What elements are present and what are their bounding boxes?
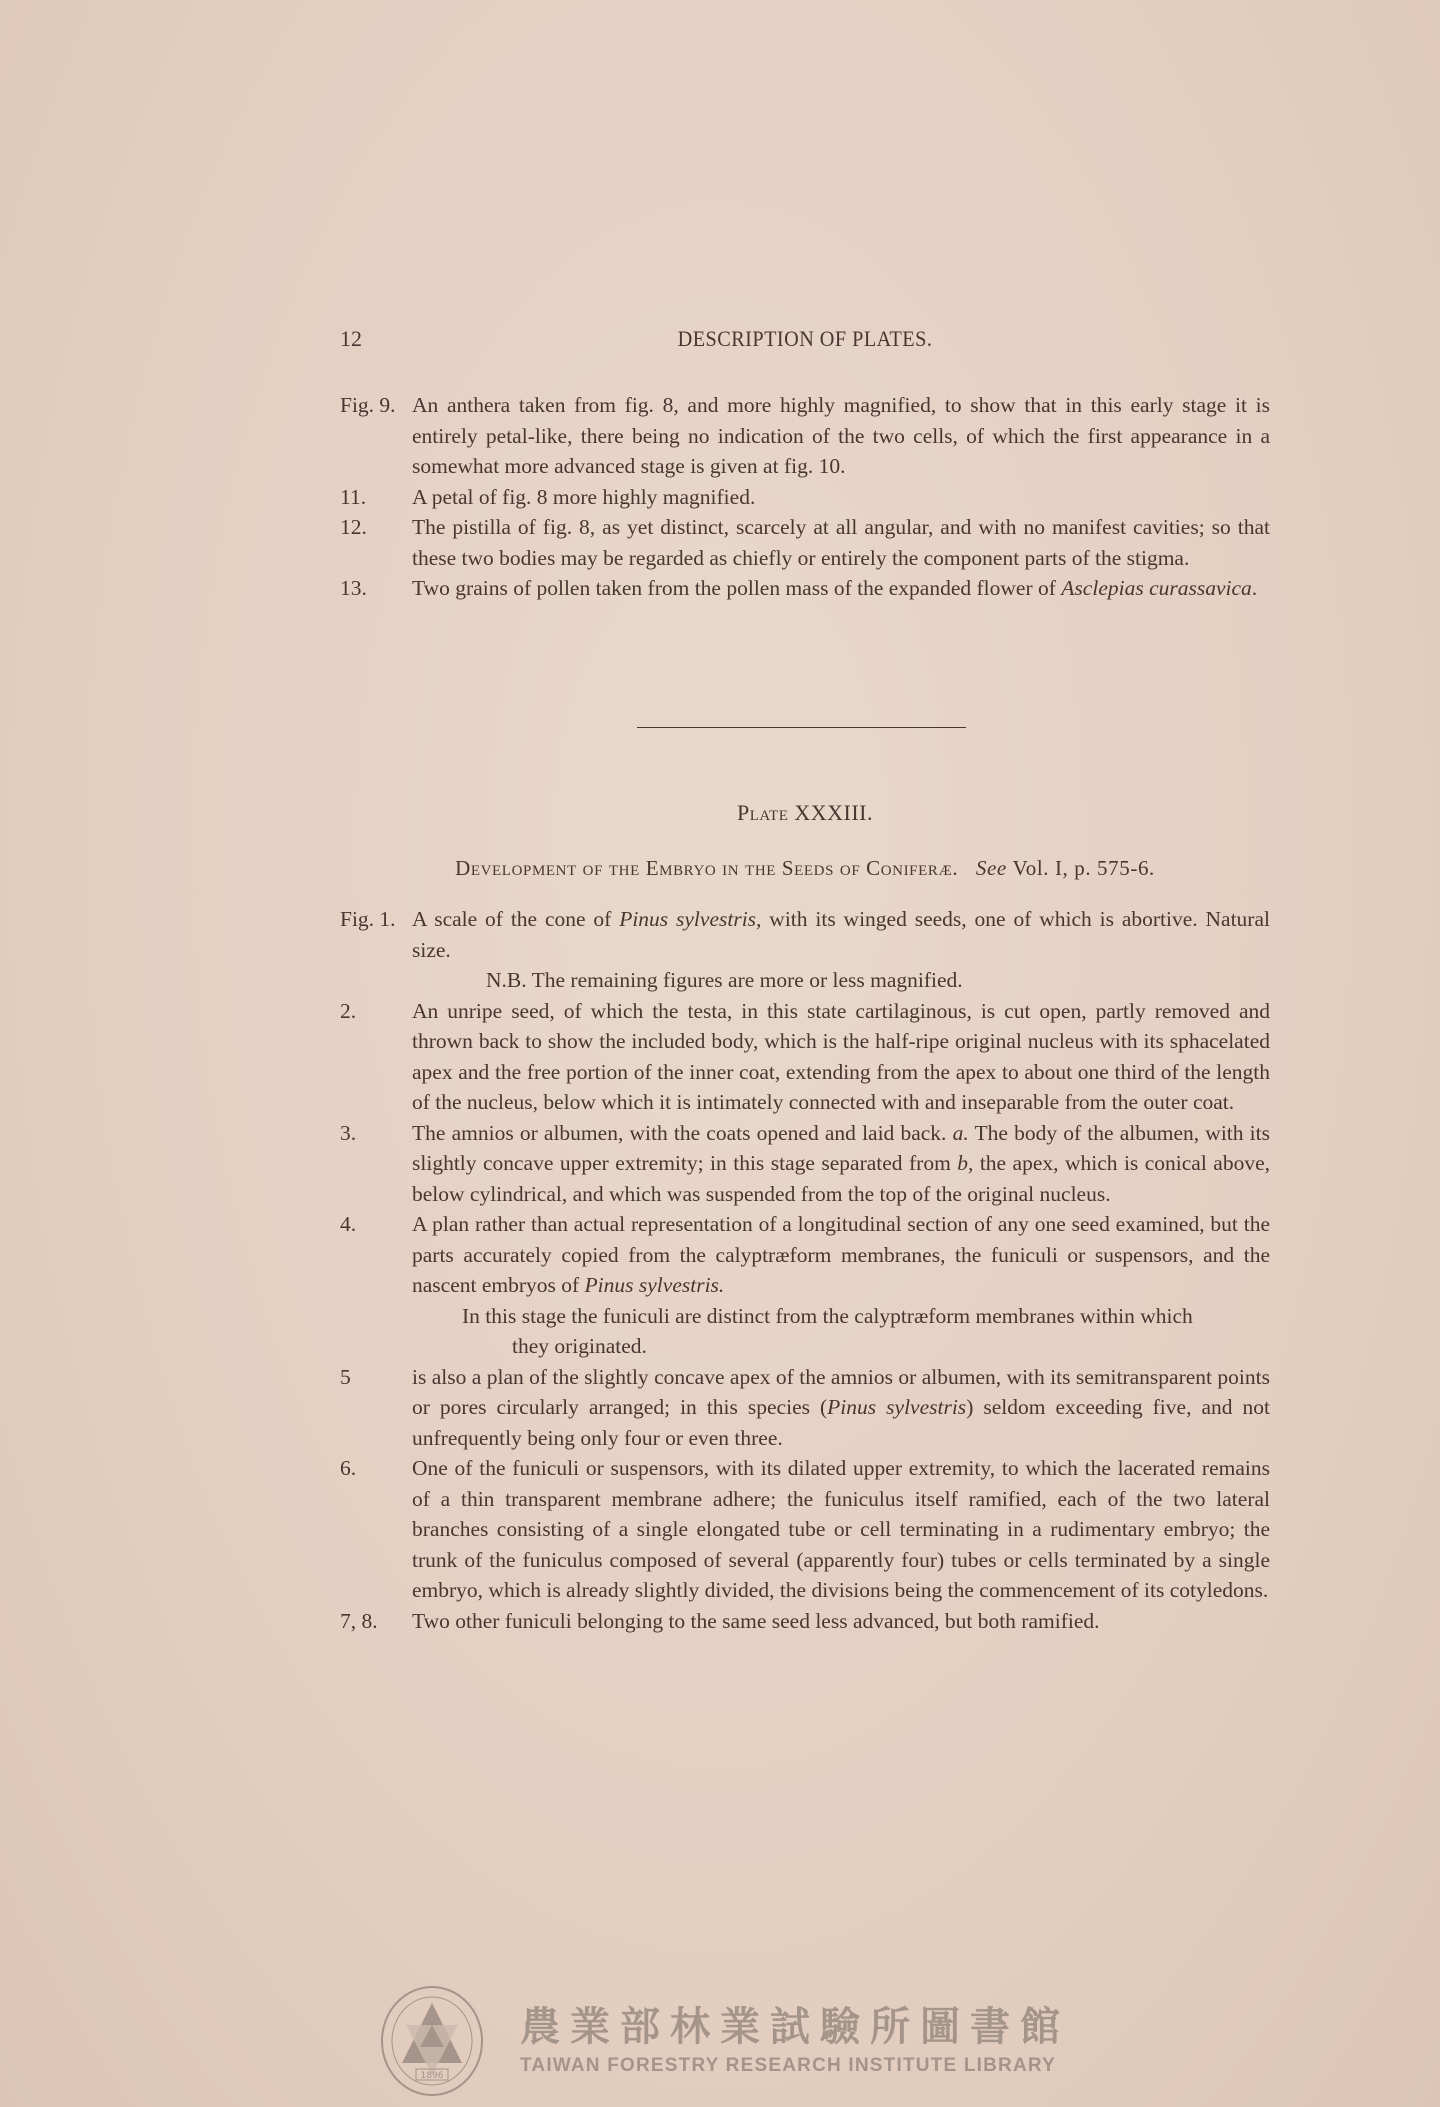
entry-fig-7-8 — [340, 1606, 1270, 1637]
note-line: In this stage the funiculi are distinct from the calyptræform membranes within which — [462, 1303, 1193, 1328]
plate-title: Plate XXXIII. — [736, 800, 874, 825]
plate-subtitle-text: Development of the Embryo in the Seeds of Coniferæ. — [455, 856, 959, 880]
species-name: Pinus sylvestris. — [584, 1273, 725, 1297]
entry-text: An unripe seed, of which the testa, in this state cartilaginous, is cut open, partly removed and thrown back to show the included body, which is the half-ripe original nucleus with its sphacelated apex and the free portion of the inner coat, extending from the apex to about one third of the length of the nucleus, below which it is intimately connected with and inseparable from the outer coat. — [412, 998, 1270, 1114]
entry-text: A scale of the cone of — [412, 907, 620, 931]
entry-text: Two other funiculi belonging to the same seed less advanced, but both ramified. — [412, 1608, 1100, 1633]
entry-fig-9 — [340, 390, 1270, 482]
entry-number: Fig. 1. — [340, 907, 396, 931]
entry-text: A plan rather than actual representation of a longitudinal section of any one seed examined, but the parts accurately copied from the calyptræform membranes, the funiculi or suspensors, and the nascent embryos of — [412, 1212, 1270, 1297]
entry-fig-13 — [340, 573, 1270, 604]
entry-fig-5 — [340, 1362, 1270, 1454]
entry-number: 11. — [340, 484, 367, 509]
nb-note: N.B. The remaining figures are more or less magnified. — [486, 968, 963, 992]
entry-text: One of the funiculi or suspensors, with its dilated upper extremity, to which the lacerated remains of a thin transparent membrane adhere; the funiculus itself ramified, each of the two lateral branches consisting of a single elongated tube or cell terminating in a rudimentary embryo; the trunk of the funiculus composed of several (apparently four) tubes or cells terminated by a single embryo, which is already slightly divided, the divisions being the commencement of its cotyledons. — [412, 1456, 1270, 1602]
section-previous-plate — [340, 390, 1270, 604]
entry-fig-4 — [340, 1209, 1270, 1301]
entry-text: An anthera taken from fig. 8, and more highly magnified, to show that in this early stage it is entirely petal-like, there being no indication of the two cells, of which the first appearance in a somewhat more advanced stage is given at fig. 10. — [412, 393, 1270, 478]
species-name: Pinus sylvestris — [827, 1395, 967, 1419]
section-plate-xxxiii — [340, 904, 1270, 1636]
logo-year: 1896 — [420, 2071, 444, 2081]
entry-number: 12. — [340, 515, 367, 539]
entry-text: Two grains of pollen taken from the pollen mass of the expanded flower of — [412, 576, 1062, 600]
entry-fig-1 — [340, 904, 1270, 965]
entry-text-end: with its winged seeds, one of which is abortive. Natural size. — [412, 907, 1270, 962]
entry-number: 13. — [340, 576, 367, 600]
entry-text-end: ) seldom exceeding five, and not unfrequently being only four or even three. — [412, 1395, 1270, 1450]
fig-4-note — [340, 1301, 1270, 1362]
entry-number: 6. — [340, 1456, 357, 1480]
entry-text-end: the apex, which is conical above, below cylindrical, and which was suspended from the top of the original nucleus. — [412, 1151, 1270, 1206]
species-name: Asclepias curassavica — [1061, 576, 1252, 600]
entry-number: 5 — [340, 1364, 351, 1389]
entry-text: The amnios or albumen, with the coats opened and laid back. — [412, 1120, 953, 1145]
note-line: they originated. — [512, 1334, 647, 1358]
entry-fig-6 — [340, 1453, 1270, 1606]
see-label: See — [975, 856, 1007, 880]
entry-text-end: . — [1251, 576, 1258, 600]
entry-fig-12 — [340, 512, 1270, 573]
entry-number: 2. — [340, 998, 357, 1023]
entry-number: 4. — [340, 1212, 357, 1236]
tfri-emblem-icon — [376, 1985, 488, 2097]
entry-text: A petal of fig. 8 more highly magnified. — [412, 484, 756, 509]
entry-text-mid: The body of the albumen, with its slightly concave upper extremity; in this stage separated from — [412, 1120, 1270, 1175]
label-b: b, — [957, 1151, 974, 1175]
entry-number: 7, 8. — [340, 1608, 378, 1633]
running-head — [340, 326, 1270, 356]
page-number: 12 — [340, 326, 362, 351]
library-name-chinese: 農業部林業試驗所圖書館 — [520, 2004, 1070, 2050]
section-divider — [637, 727, 966, 728]
label-a: a. — [952, 1120, 969, 1145]
entry-fig-2 — [340, 996, 1270, 1118]
plate-subtitle — [340, 856, 1270, 881]
library-watermark — [370, 1985, 1090, 2095]
species-name: Pinus sylvestris, — [619, 907, 762, 931]
entry-text: is also a plan of the slightly concave apex of the amnios or albumen, with its semitransparent points or pores circularly arranged; in this species ( — [412, 1364, 1270, 1419]
entry-fig-11 — [340, 482, 1270, 513]
volume-reference: Vol. I, p. 575-6. — [1012, 856, 1155, 880]
library-name-english: TAIWAN FORESTRY RESEARCH INSTITUTE LIBRARY — [520, 2055, 1056, 2076]
running-title: DESCRIPTION OF PLATES. — [677, 326, 933, 351]
entry-text: The pistilla of fig. 8, as yet distinct, scarcely at all angular, and with no manifest cavities; so that these two bodies may be regarded as chiefly or entirely the component parts of the stigma. — [412, 515, 1270, 570]
entry-number: 3. — [340, 1120, 357, 1145]
entry-fig-3 — [340, 1118, 1270, 1210]
entry-number: Fig. 9. — [340, 393, 396, 417]
